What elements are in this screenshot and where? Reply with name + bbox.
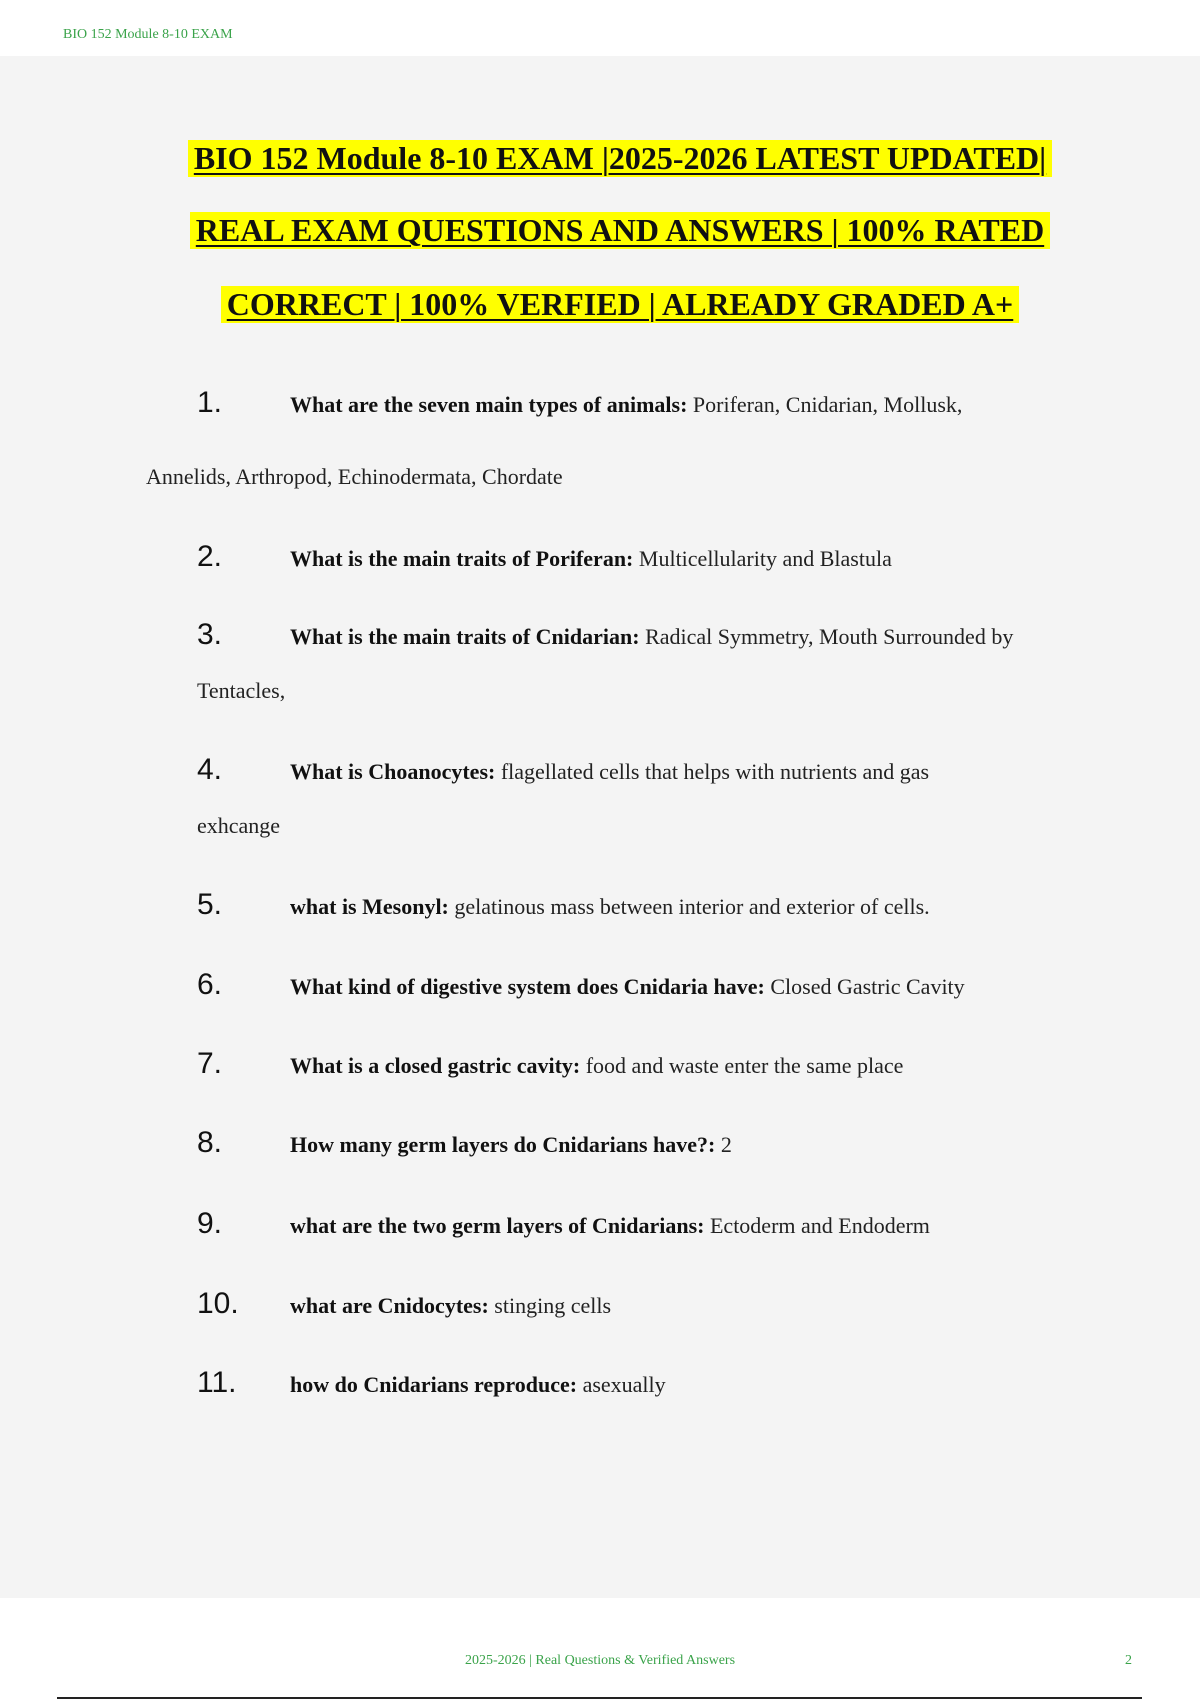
question-number: 3. [197, 618, 223, 651]
page-header [0, 0, 1200, 56]
title-line-2: REAL EXAM QUESTIONS AND ANSWERS | 100% RATED [190, 212, 1050, 249]
answer-text: Multicellularity and Blastula [633, 546, 892, 571]
question-text: What are the seven main types of animals: [290, 392, 688, 417]
question-text: What kind of digestive system does Cnidaria have: [290, 974, 765, 999]
page-footer [0, 1598, 1200, 1700]
answer-text: Poriferan, Cnidarian, Mollusk, [687, 392, 963, 417]
question-number: 11. [197, 1366, 237, 1399]
question-text: What is Choanocytes: [290, 759, 496, 784]
answer-text: flagellated cells that helps with nutrients and gas [495, 759, 930, 784]
answer-text: Closed Gastric Cavity [764, 974, 965, 999]
answer-continuation: Annelids, Arthropod, Echinodermata, Chordate [146, 464, 563, 489]
question-text: What is the main traits of Cnidarian: [290, 624, 640, 649]
question-number: 1. [197, 386, 223, 419]
question-number: 7. [197, 1047, 223, 1080]
question-number: 9. [197, 1207, 223, 1240]
footer-divider [57, 1697, 1142, 1699]
question-number: 10. [197, 1287, 239, 1320]
page-number: 2 [1125, 1653, 1132, 1668]
answer-text: stinging cells [488, 1293, 612, 1318]
answer-text: gelatinous mass between interior and exterior of cells. [448, 894, 930, 919]
question-text: What is the main traits of Poriferan: [290, 546, 634, 571]
answer-continuation: exhcange [197, 813, 281, 838]
answer-text: food and waste enter the same place [580, 1053, 904, 1078]
header-title: BIO 152 Module 8-10 EXAM [63, 27, 233, 42]
answer-text: Ectoderm and Endoderm [704, 1213, 930, 1238]
footer-text: 2025-2026 | Real Questions & Verified Answers [464, 1653, 736, 1668]
question-text: What is a closed gastric cavity: [290, 1053, 581, 1078]
answer-text: 2 [715, 1132, 732, 1157]
question-number: 6. [197, 968, 223, 1001]
question-text: How many germ layers do Cnidarians have?: [290, 1132, 716, 1157]
title-line-3: CORRECT | 100% VERFIED | ALREADY GRADED A+ [221, 286, 1020, 323]
question-text: what are Cnidocytes: [290, 1293, 489, 1318]
question-text: how do Cnidarians reproduce: [290, 1372, 578, 1397]
answer-continuation: Tentacles, [197, 678, 286, 703]
answer-text: Radical Symmetry, Mouth Surrounded by [639, 624, 1014, 649]
question-number: 8. [197, 1126, 223, 1159]
answer-text: asexually [577, 1372, 666, 1397]
question-number: 2. [197, 540, 223, 573]
question-text: what are the two germ layers of Cnidarians: [290, 1213, 705, 1238]
title-line-1: BIO 152 Module 8-10 EXAM |2025-2026 LATEST UPDATED| [188, 140, 1052, 177]
question-number: 5. [197, 888, 223, 921]
question-text: what is Mesonyl: [290, 894, 449, 919]
question-number: 4. [197, 753, 223, 786]
